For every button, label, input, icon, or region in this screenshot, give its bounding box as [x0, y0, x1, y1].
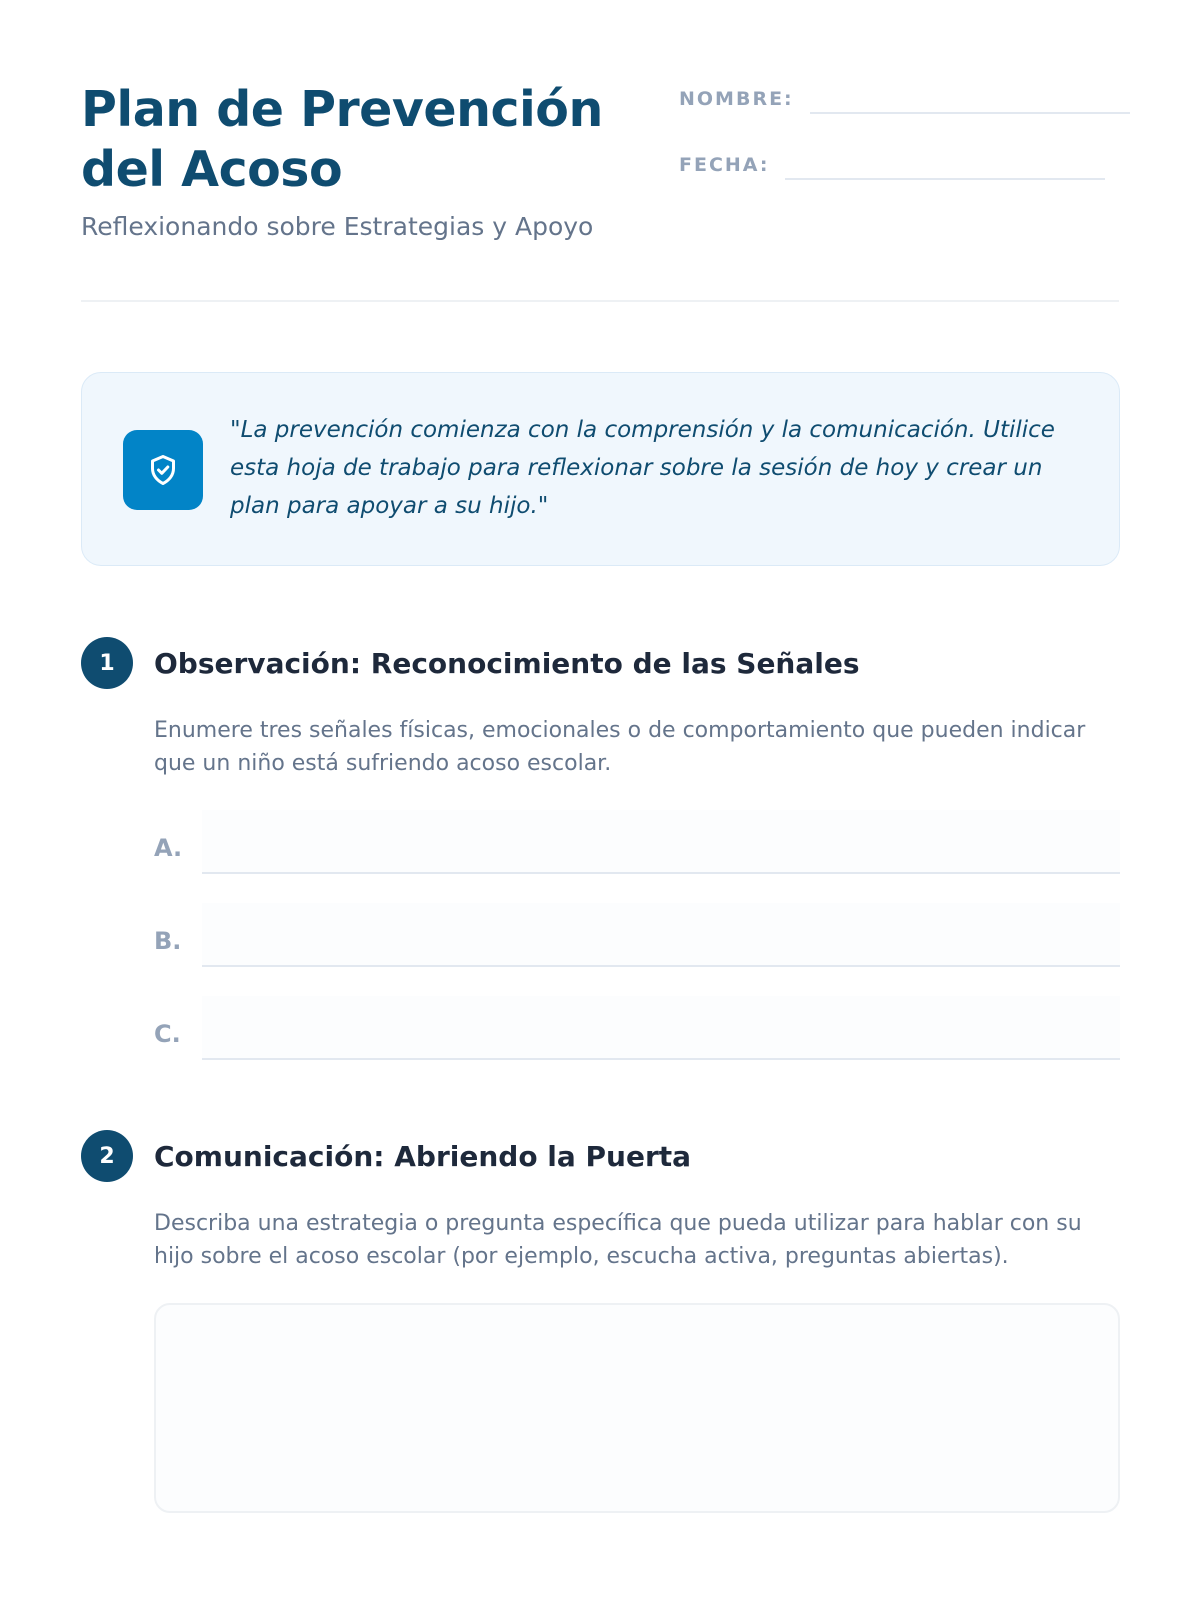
answer-line-c[interactable] [202, 996, 1120, 1060]
date-label: FECHA: [679, 154, 770, 176]
page-subtitle: Reflexionando sobre Estrategias y Apoyo [81, 212, 594, 241]
answer-row-a[interactable] [154, 810, 1120, 874]
section-1-header [81, 637, 860, 689]
name-field[interactable] [679, 88, 1130, 116]
section-1-description: Enumere tres señales físicas, emocionales o de comportamiento que pueden indicar que un niño está sufriendo acoso escolar. [154, 718, 1086, 776]
quote-text: "La prevención comienza con la comprensión y la comunicación. Utilice esta hoja de trabajo para reflexionar sobre la sesión de hoy y crear un plan para apoyar a su hijo." [230, 417, 1055, 519]
section-2-title: Comunicación: Abriendo la Puerta [154, 1139, 692, 1173]
answer-line-a[interactable] [202, 810, 1120, 874]
name-line[interactable] [810, 112, 1130, 114]
header [81, 0, 1119, 302]
shield-check-icon [123, 430, 203, 510]
answer-textarea[interactable] [154, 1303, 1120, 1513]
answer-letter-b: B. [154, 927, 182, 955]
date-line[interactable] [785, 178, 1105, 180]
section-1-title: Observación: Reconocimiento de las Señales [154, 646, 860, 680]
section-2-description: Describa una estrategia o pregunta específica que pueda utilizar para hablar con su hijo sobre el acoso escolar (por ejemplo, escucha activa, preguntas abiertas). [154, 1211, 1082, 1269]
name-label: NOMBRE: [679, 88, 794, 110]
answer-line-b[interactable] [202, 903, 1120, 967]
step-number-1: 1 [81, 637, 133, 689]
step-number-2: 2 [81, 1130, 133, 1182]
page-title: Plan de Prevención del Acoso [81, 81, 603, 198]
answer-letter-a: A. [154, 834, 183, 862]
section-2-header [81, 1130, 691, 1182]
quote-box [81, 372, 1120, 566]
answer-letter-c: C. [154, 1020, 181, 1048]
answer-row-b[interactable] [154, 903, 1120, 967]
date-field[interactable] [679, 154, 1105, 182]
answer-row-c[interactable] [154, 996, 1120, 1060]
